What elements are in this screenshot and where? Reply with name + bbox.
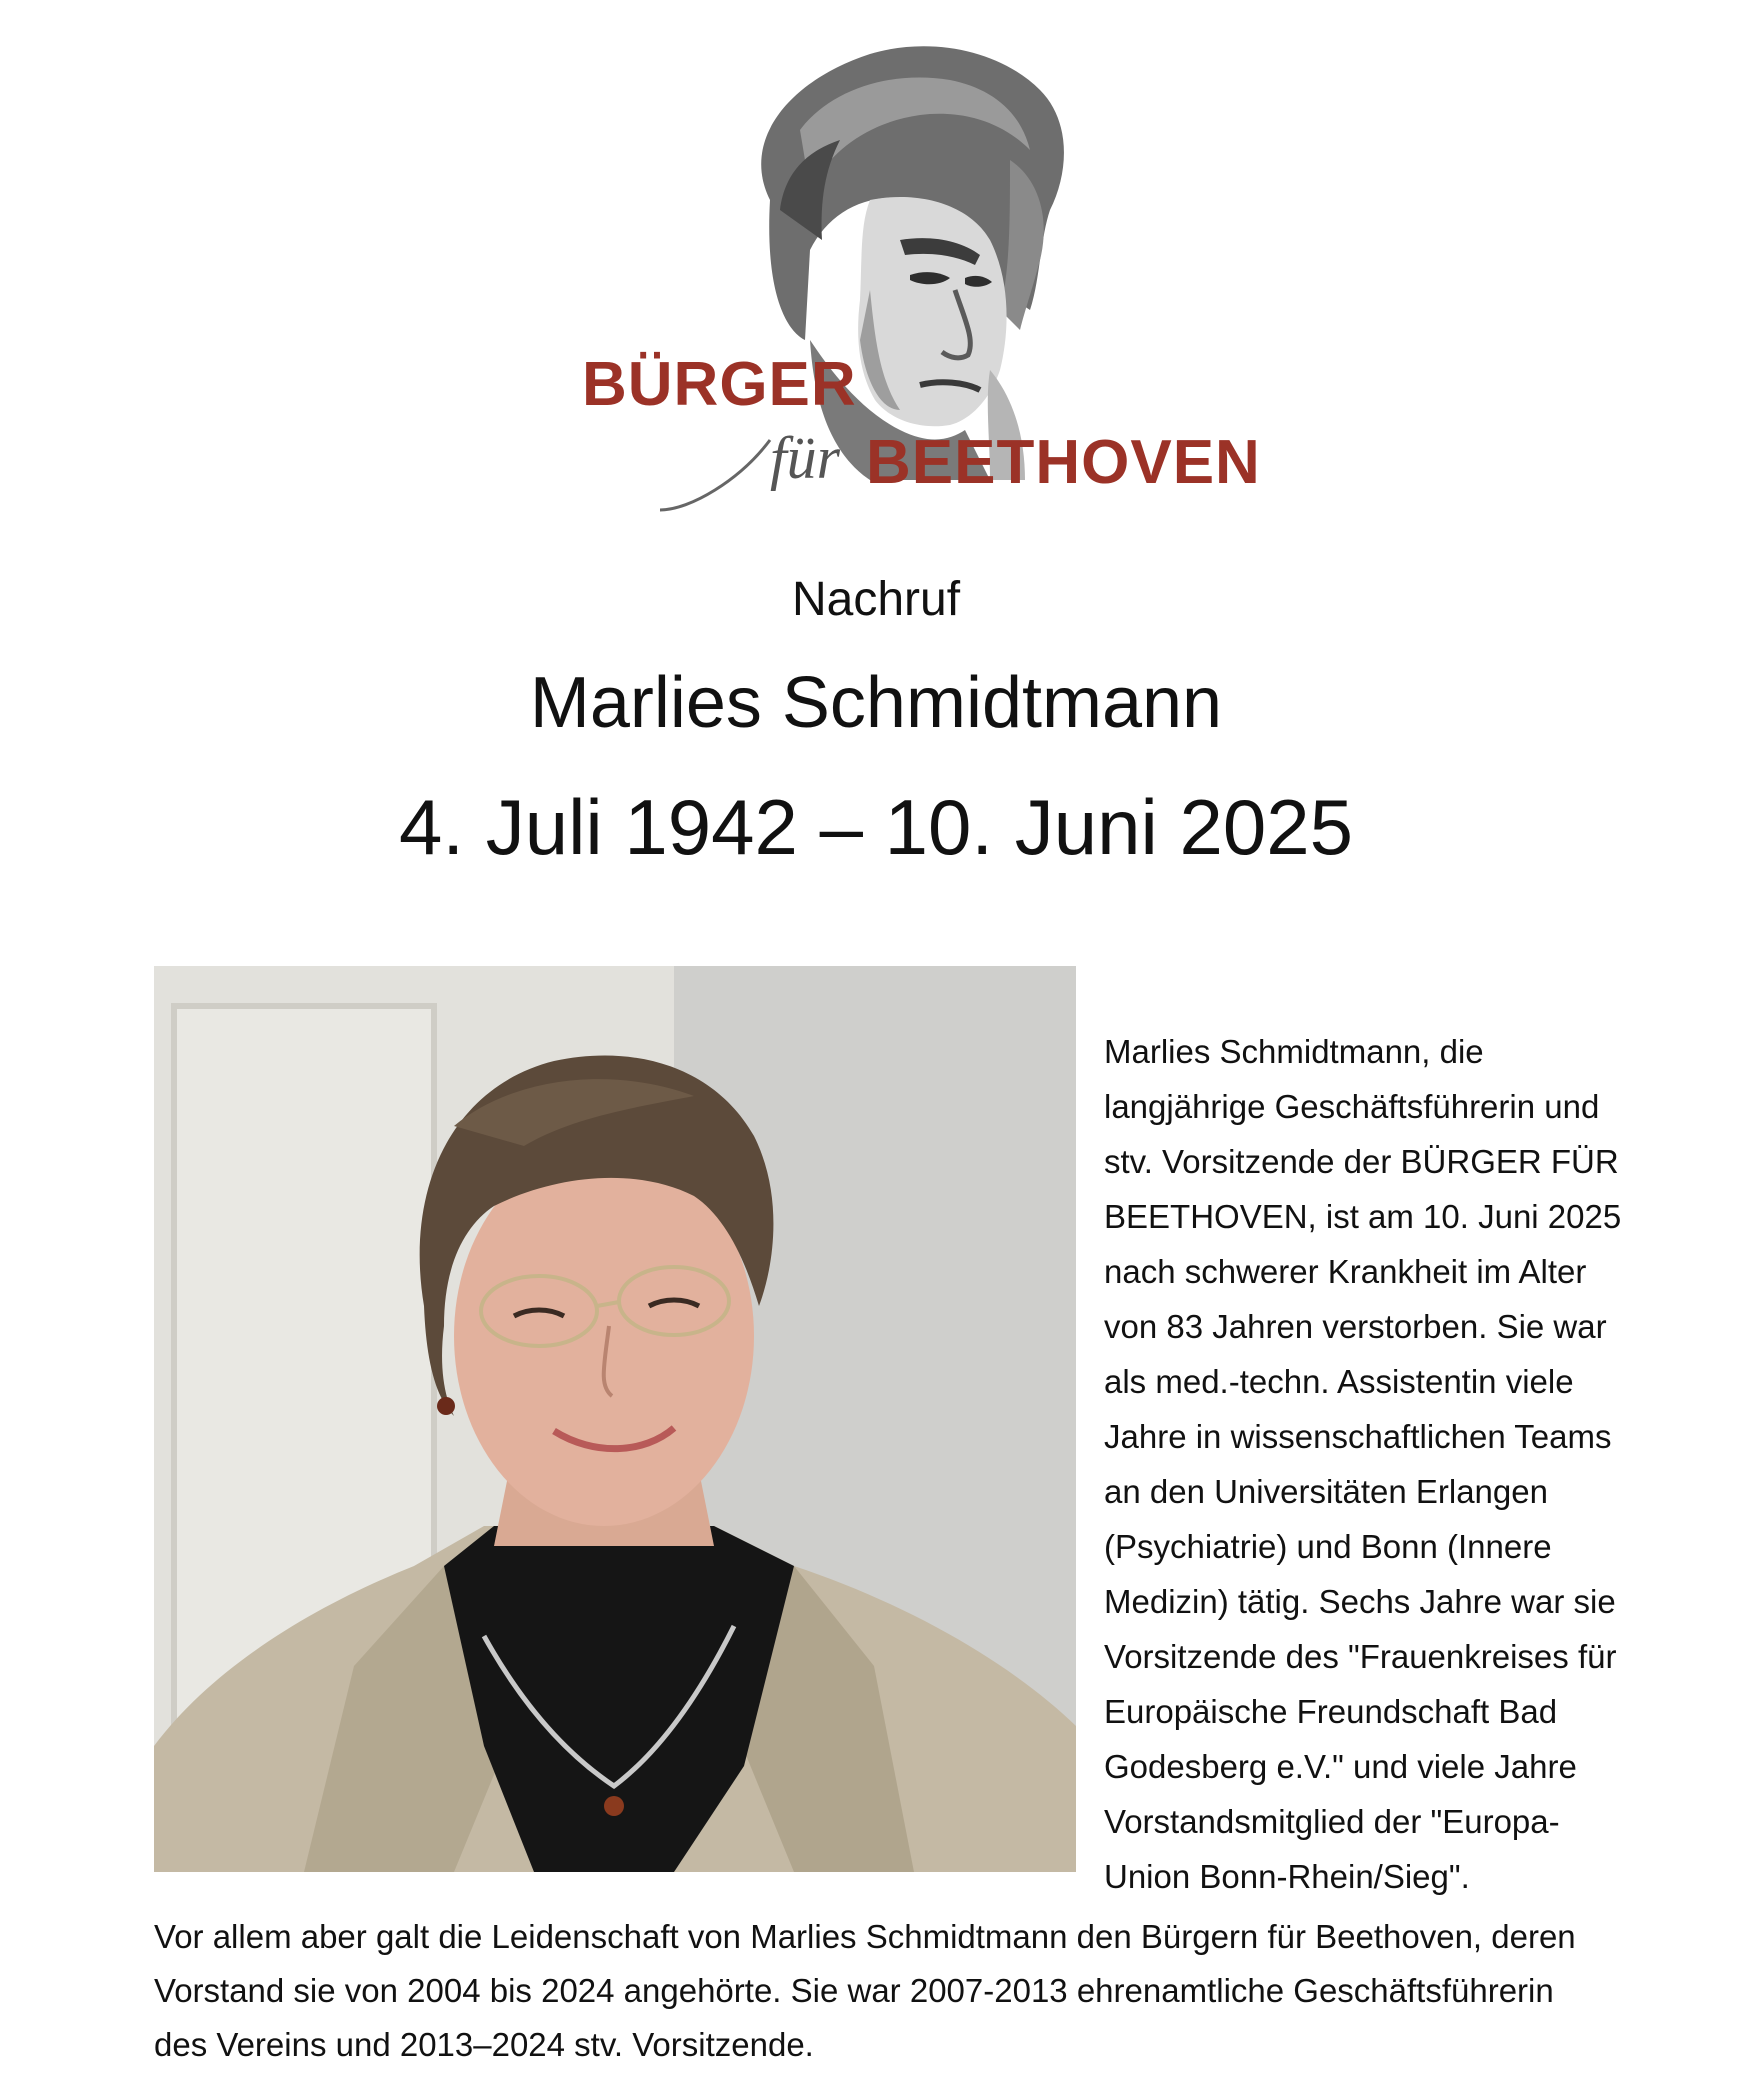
portrait-photo	[154, 966, 1076, 1872]
biography-paragraph-2: Vor allem aber galt die Leidenschaft von Marlies Schmidtmann den Bürgern für Beethoven, deren Vorstand sie von 2004 bis 2024 angehörte. Sie war 2007-2013 ehrenamtliche Geschäftsführerin des Vereins und 2013–2024 stv. Vorsitzende.	[154, 1918, 1576, 2063]
logo-word-buerger: BÜRGER	[582, 350, 857, 419]
biography-paragraph-1: Marlies Schmidtmann, die langjährige Geschäftsführerin und stv. Vorsitzende der BÜRGER FÜR BEETHOVEN, ist am 10. Juni 2025 nach schwerer Krankheit im Alter von 83 Jahren verstorben. Sie war als med.-techn. Assistentin viele Jahre in wissenschaftlichen Teams an den Universitäten Erlangen (Psychiatrie) und Bonn (Innere Medizin) tätig. Sechs Jahre war sie Vorsitzende des "Frauenkreises für Europäische Freundschaft Bad Godesberg e.V." und viele Jahre Vorstandsmitglied der "Europa-Union Bonn-Rhein/Sieg".	[1104, 1033, 1622, 1895]
logo-word-fuer: für	[770, 425, 841, 491]
organization-logo	[570, 40, 1261, 520]
biography-side-text	[1104, 1024, 1644, 1904]
life-dates: 4. Juli 1942 – 10. Juni 2025	[398, 783, 1354, 871]
obituary-kicker: Nachruf	[791, 573, 961, 626]
deceased-name: Marlies Schmidtmann	[529, 663, 1223, 743]
logo-word-beethoven: BEETHOVEN	[866, 428, 1261, 497]
biography-bottom-text	[154, 1910, 1614, 2072]
portrait-image-icon	[154, 966, 1076, 1872]
